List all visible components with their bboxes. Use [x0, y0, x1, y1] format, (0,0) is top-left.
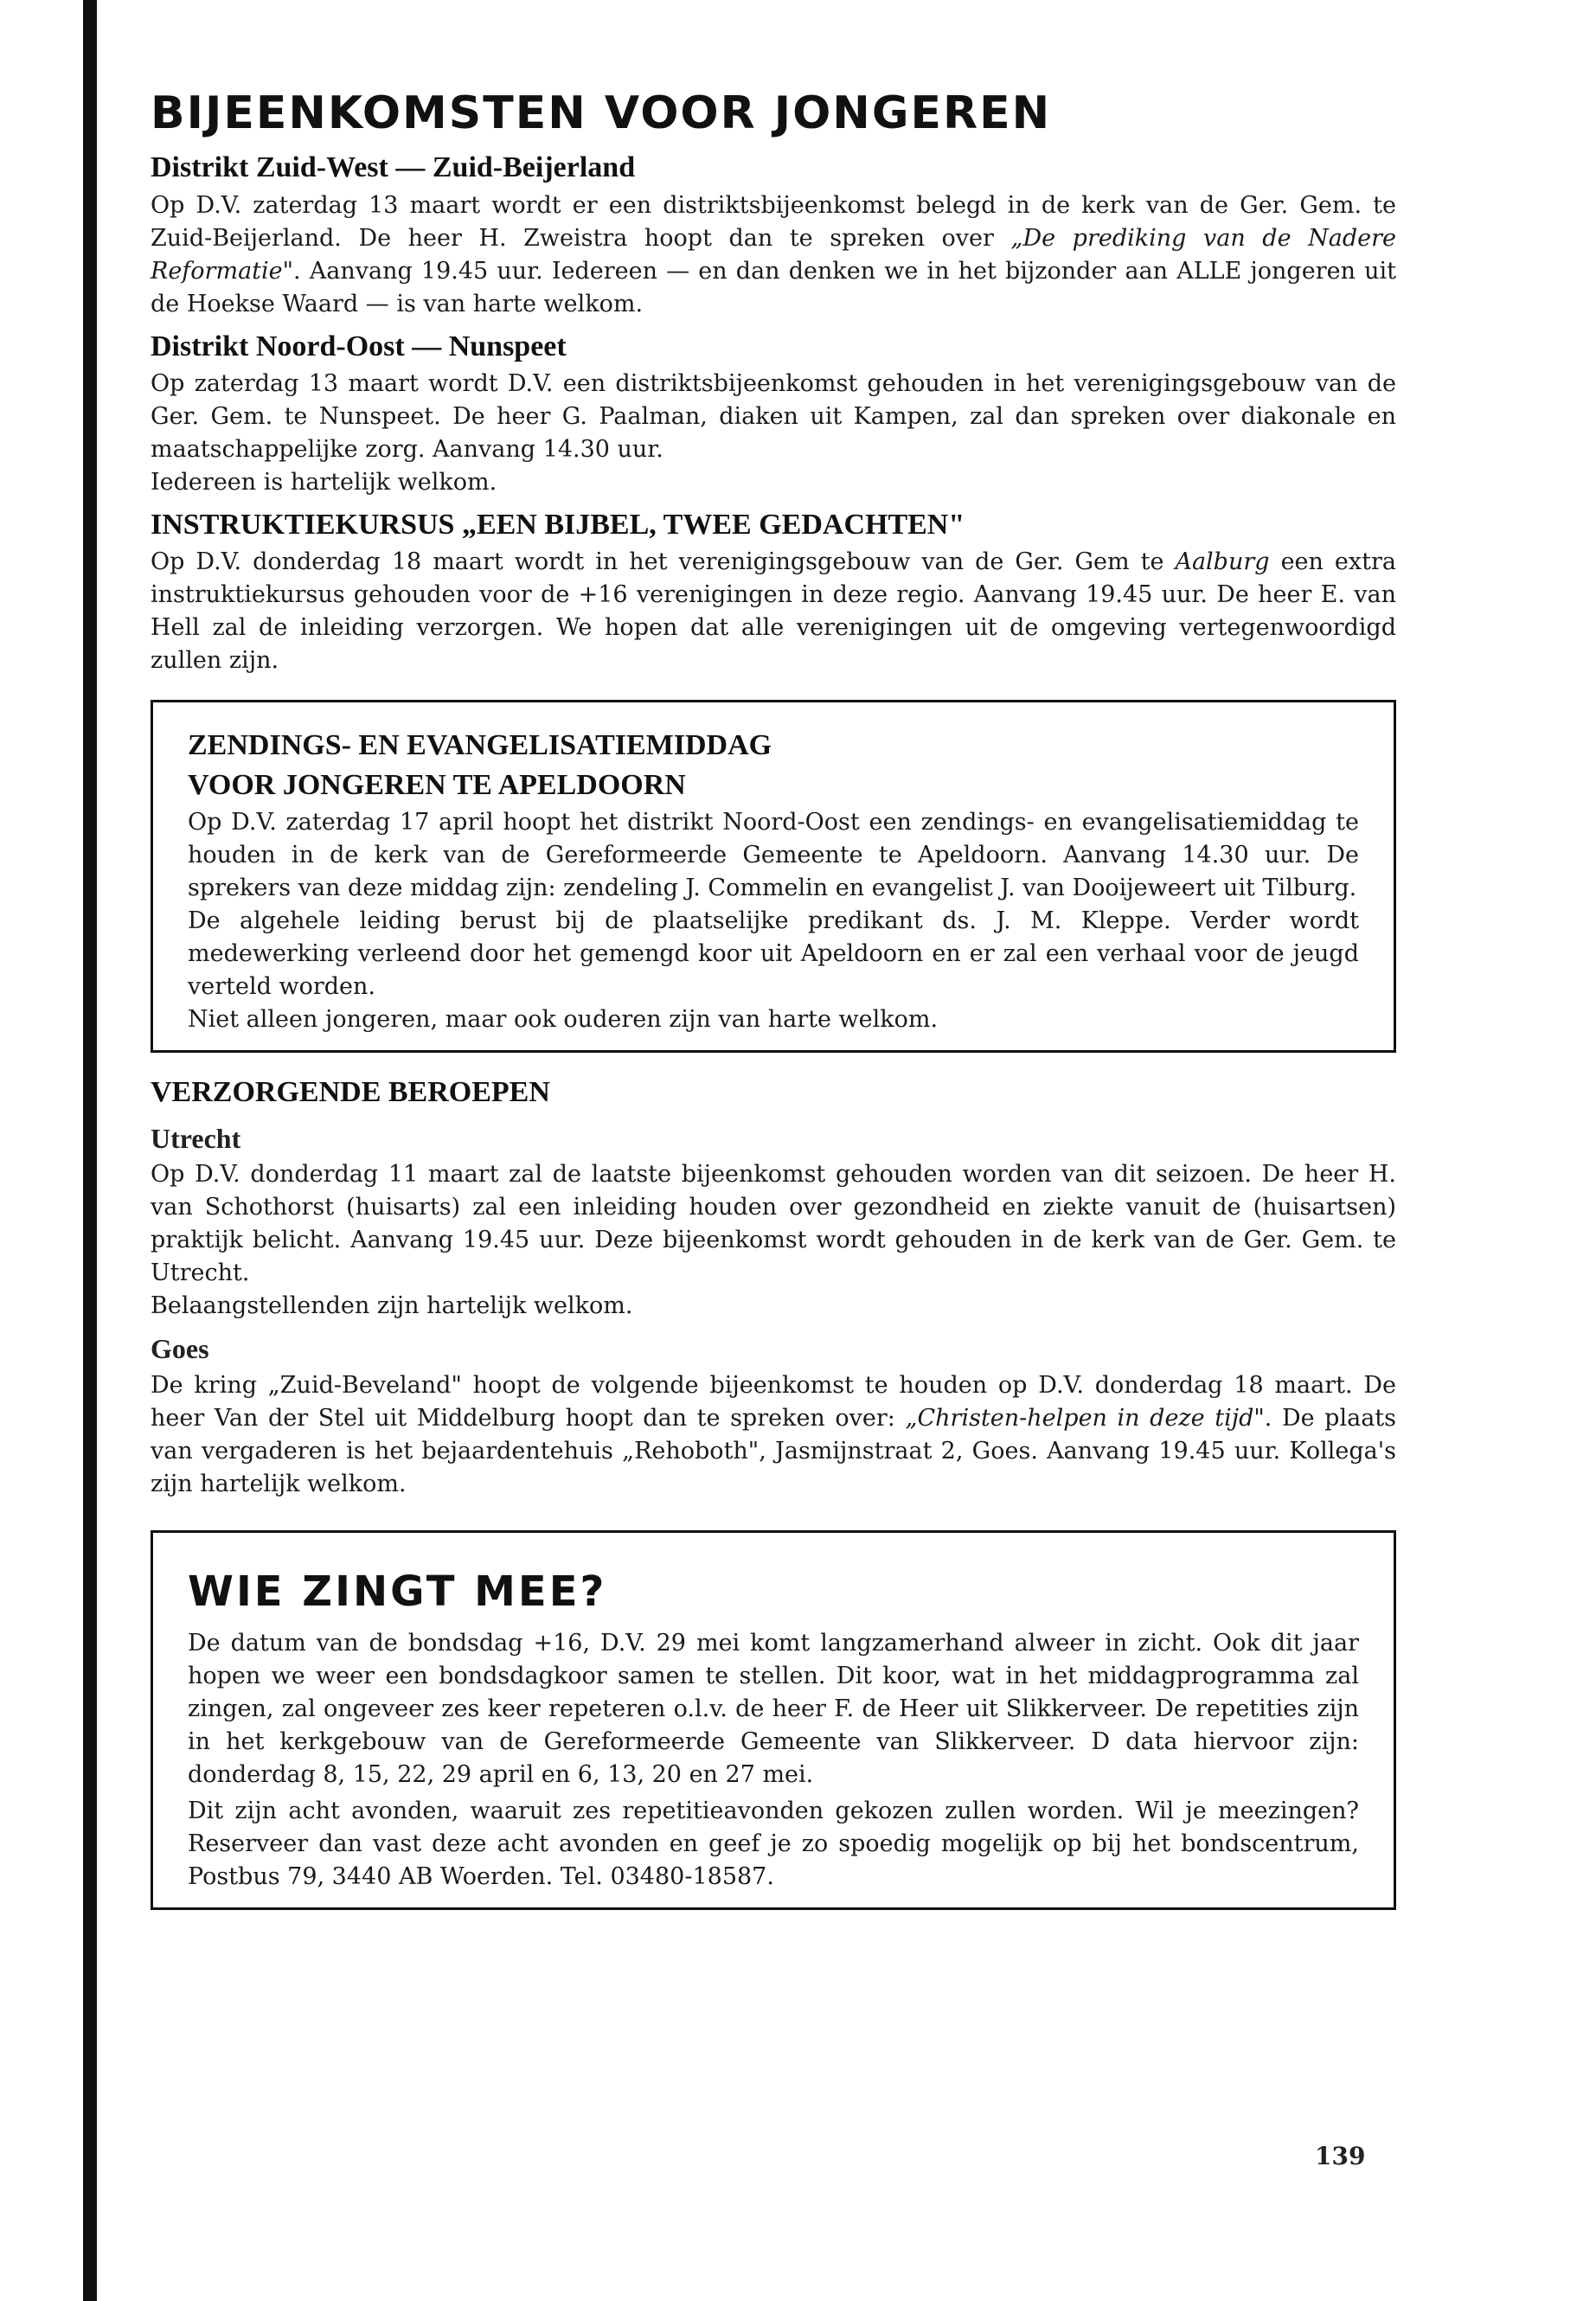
binding-edge: [83, 0, 97, 2301]
paragraph-wie-zingt-1: De datum van de bondsdag +16, D.V. 29 mei komt langzamerhand alweer in zicht. Ook dit jaar hopen we weer een bondsdagkoor samen te stellen. Dit koor, wat in het middagprogramma zal zingen, zal ongeveer zes keer repeteren o.l.v. de heer F. de Heer uit Slikkerveer. De repetities zijn in het kerkgebouw van de Gereformeerde Gemeente van Slikkerveer. D data hiervoor zijn: donderdag 8, 15, 22, 29 april en 6, 13, 20 en 27 mei.: [188, 1630, 1359, 1789]
paragraph-wie-zingt-2: Dit zijn acht avonden, waaruit zes repetitieavonden gekozen zullen worden. Wil je meezingen? Reserveer dan vast deze acht avonden en geef je zo spoedig mogelijk op bij het bondscentrum, Postbus 79, 3440 AB Woerden. Tel. 03480-18587.: [188, 1798, 1359, 1891]
text-zuid-west-italic: „De prediking van de Nadere Reformatie": [151, 224, 1396, 285]
text-goes-a: De kring „Zuid-Beveland" hoopt de volgende bijeenkomst te houden op D.V. donderdag 18 maart. De heer Van der Stel uit Middelburg hoopt dan te spreken over:: [151, 1371, 1396, 1432]
paragraph-utrecht-1: Op D.V. donderdag 11 maart zal de laatste bijeenkomst gehouden worden van dit seizoen. De heer H. van Schothorst (huisarts) zal een inleiding houden over gezondheid en ziekte vanuit de (huisartsen) praktijk belicht. Aanvang 19.45 uur. Deze bijeenkomst wordt gehouden in de kerk van de Ger. Gem. te Utrecht.: [151, 1161, 1396, 1287]
paragraph-noord-oost-2: Iedereen is hartelijk welkom.: [151, 468, 497, 496]
paragraph-zendings-3: Niet alleen jongeren, maar ook ouderen zijn van harte welkom.: [188, 1006, 939, 1034]
section-noord-oost: [151, 328, 1396, 499]
section-heading-wie-zingt-mee: WIE ZINGT MEE?: [188, 1567, 607, 1616]
paragraph-goes: [151, 1369, 1396, 1501]
paragraph-noord-oost-1: Op zaterdag 13 maart wordt D.V. een distriktsbijeenkomst gehouden in het verenigingsgebouw van de Ger. Gem. te Nunspeet. De heer G. Paalman, diaken uit Kampen, zal dan spreken over diakonale en maatschappelijke zorg. Aanvang 14.30 uur.: [151, 369, 1396, 463]
page-content: [151, 87, 1396, 1931]
paragraph-instruktie: [151, 546, 1396, 677]
paragraph-zuid-west: [151, 189, 1396, 321]
section-verzorgende: [151, 1074, 1396, 1500]
text-instruktie-a: Op D.V. donderdag 18 maart wordt in het verenigingsgebouw van de Ger. Gem te: [151, 548, 1176, 575]
section-heading-zendings-1: ZENDINGS- EN EVANGELISATIEMIDDAG: [188, 728, 772, 761]
sub-heading-utrecht: Utrecht: [151, 1122, 241, 1154]
section-heading-noord-oost: Distrikt Noord-Oost — Nunspeet: [151, 330, 567, 362]
section-instruktie: [151, 506, 1396, 677]
box-zendings: [151, 700, 1396, 1053]
text-goes-c: . De plaats van vergaderen is het bejaardentehuis „Rehoboth", Jasmijnstraat 2, Goes. Aanvang 19.45 uur. Kollega's zijn hartelijk welkom.: [151, 1404, 1396, 1497]
text-instruktie-italic: Aalburg: [1175, 548, 1270, 575]
box-wie-zingt-mee: [151, 1530, 1396, 1911]
section-heading-zuid-west: Distrikt Zuid-West — Zuid-Beijerland: [151, 151, 636, 184]
text-goes-italic: „Christen-helpen in deze tijd": [905, 1404, 1265, 1432]
page-title: BIJEENKOMSTEN VOOR JONGEREN: [151, 87, 1052, 139]
text-zuid-west-a: Op D.V. zaterdag 13 maart wordt er een distriktsbijeenkomst belegd in de kerk van de Ger. Gem. te Zuid-Beijerland. De heer H. Zweistra hoopt dan te spreken over: [151, 191, 1396, 252]
sub-heading-goes: Goes: [151, 1333, 209, 1365]
section-zuid-west: [151, 149, 1396, 320]
section-heading-verzorgende: VERZORGENDE BEROEPEN: [151, 1076, 550, 1109]
section-heading-instruktie: INSTRUKTIEKURSUS „EEN BIJBEL, TWEE GEDACHTEN": [151, 508, 965, 541]
page-number: 139: [1315, 2142, 1366, 2170]
text-instruktie-c: een extra instruktiekursus gehouden voor de +16 verenigingen in deze regio. Aanvang 19.45 uur. De heer E. van Hell zal de inleiding verzorgen. We hopen dat alle verenigingen uit de omgeving vertegenwoordigd zullen zijn.: [151, 548, 1396, 674]
section-heading-zendings-2: VOOR JONGEREN TE APELDOORN: [188, 769, 686, 802]
text-zuid-west-c: . Aanvang 19.45 uur. Iedereen — en dan denken we in het bijzonder aan ALLE jongeren uit de Hoekse Waard — is van harte welkom.: [151, 257, 1396, 317]
paragraph-zendings-1: Op D.V. zaterdag 17 april hoopt het distrikt Noord-Oost een zendings- en evangelisatiemiddag te houden in de kerk van de Gereformeerde Gemeente te Apeldoorn. Aanvang 14.30 uur. De sprekers van deze middag zijn: zendeling J. Commelin en evangelist J. van Dooijeweert uit Tilburg.: [188, 809, 1359, 902]
paragraph-zendings-2: De algehele leiding berust bij de plaatselijke predikant ds. J. M. Kleppe. Verder wordt medewerking verleend door het gemengd koor uit Apeldoorn en er zal een verhaal voor de jeugd verteld worden.: [188, 907, 1359, 1001]
paragraph-utrecht-2: Belaangstellenden zijn hartelijk welkom.: [151, 1292, 633, 1320]
